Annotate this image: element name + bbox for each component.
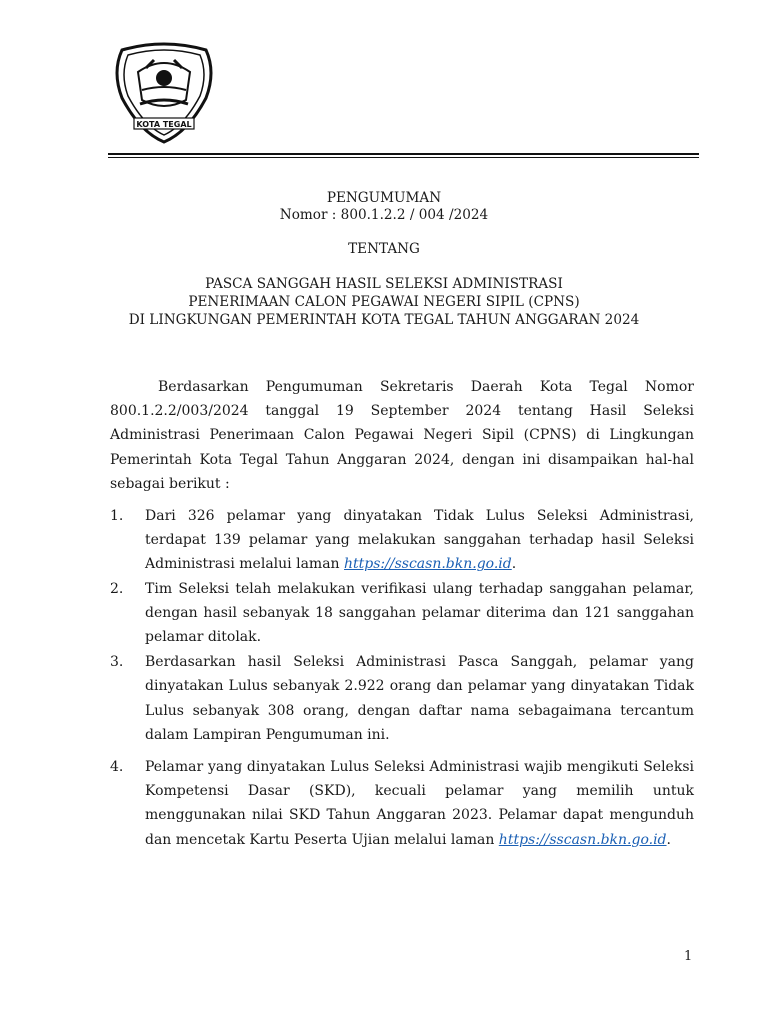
list-item-number: 4.	[110, 759, 124, 776]
sscasn-link[interactable]: https://sscasn.bkn.go.id	[344, 556, 512, 573]
list-item	[110, 650, 694, 747]
list-item-number: 3.	[110, 654, 124, 671]
list-item	[110, 577, 694, 650]
list-item-number: 1.	[110, 508, 124, 524]
list-item: 1. Dari 326 pelamar yang dinyatakan Tidak Lulus Seleksi Administrasi, terdapat 139 pelamar yang melakukan sanggahan terhadap hasil Seleksi Administrasi melalui laman https://sscasn.bkn.go.id.	[110, 504, 694, 577]
subject-line-1: PASCA SANGGAH HASIL SELEKSI ADMINISTRASI	[205, 276, 563, 292]
kota-tegal-crest-logo	[108, 42, 220, 146]
logo-text: KOTA TEGAL	[136, 120, 192, 129]
title-about: TENTANG	[348, 241, 420, 257]
list-item-text: Tim Seleksi telah melakukan verifikasi ulang terhadap sanggahan pelamar, dengan hasil sebanyak 18 sanggahan pelamar diterima dan 121 sanggahan pelamar ditolak.	[145, 580, 694, 646]
list-item: 4. Pelamar yang dinyatakan Lulus Seleksi Administrasi wajib mengikuti Seleksi Kompetensi Dasar (SKD), kecuali pelamar yang memilih untuk menggunakan nilai SKD Tahun Anggaran 2023. Pelamar dapat mengunduh dan mencetak Kartu Peserta Ujian melalui laman https://sscasn.bkn.go.id.	[110, 755, 694, 852]
list-item-number: 2.	[110, 580, 124, 597]
header-rule-thin	[108, 157, 699, 158]
list-item-text: Berdasarkan hasil Seleksi Administrasi Pasca Sanggah, pelamar yang dinyatakan Lulus sebanyak 2.922 orang dan pelamar yang dinyatakan Tidak Lulus sebanyak 308 orang, dengan daftar nama sebagaimana tercantum dalam Lampiran Pengumuman ini.	[145, 654, 694, 743]
subject-line-2: PENERIMAAN CALON PEGAWAI NEGERI SIPIL (CPNS)	[188, 294, 580, 310]
intro-paragraph: Berdasarkan Pengumuman Sekretaris Daerah Kota Tegal Nomor 800.1.2.2/003/2024 tanggal 19 September 2024 tentang Hasil Seleksi Administrasi Penerimaan Calon Pegawai Negeri Sipil (CPNS) di Lingkungan Pemerintah Kota Tegal Tahun Anggaran 2024, dengan ini disampaikan hal-hal sebagai berikut :	[110, 379, 694, 492]
list-item-text: Pelamar yang dinyatakan Lulus Seleksi Administrasi wajib mengikuti Seleksi Kompetensi Dasar (SKD), kecuali pelamar yang memilih untuk menggunakan nilai SKD Tahun Anggaran 2023. Pelamar dapat mengunduh dan mencetak Kartu Peserta Ujian melalui laman	[145, 759, 694, 848]
sscasn-link[interactable]: https://sscasn.bkn.go.id	[498, 831, 667, 848]
list-item-text: Dari 326 pelamar yang dinyatakan Tidak Lulus Seleksi Administrasi, terdapat 139 pelamar yang melakukan sanggahan terhadap hasil Seleksi Administrasi melalui laman	[145, 508, 694, 573]
subject-line-3: DI LINGKUNGAN PEMERINTAH KOTA TEGAL TAHUN ANGGARAN 2024	[128, 312, 640, 328]
title-heading: PENGUMUMAN	[326, 190, 442, 206]
page-number: 1	[684, 949, 693, 964]
announcement-number: Nomor : 800.1.2.2 / 004 /2024	[279, 207, 489, 223]
header-rule-thick	[108, 153, 699, 155]
numbered-list	[110, 504, 694, 852]
